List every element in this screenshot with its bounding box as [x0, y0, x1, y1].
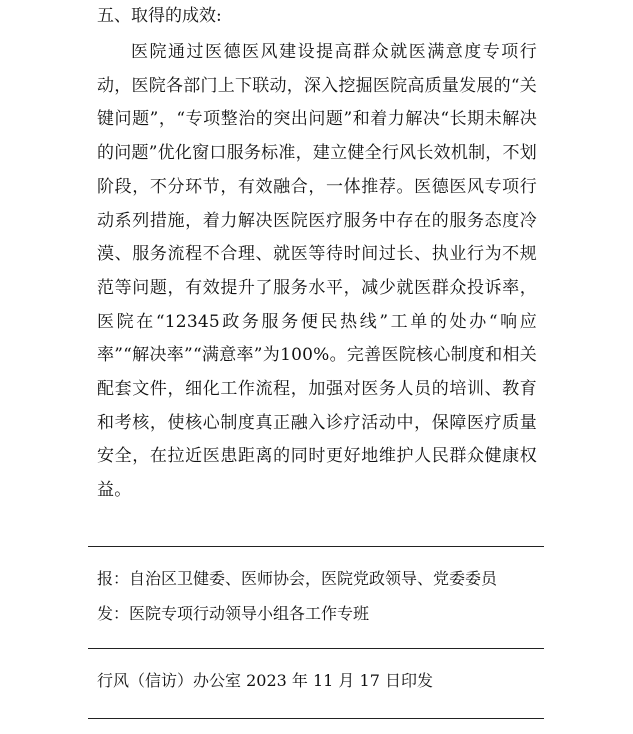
- divider-bottom: [88, 718, 544, 719]
- divider-middle: [88, 648, 544, 649]
- report-to-line: 报：自治区卫健委、医师协会，医院党政领导、党委委员: [97, 569, 498, 588]
- print-info-line: 行风（信访）办公室 2023 年 11 月 17 日印发: [97, 671, 433, 690]
- divider-top: [88, 546, 544, 547]
- issue-to-line: 发：医院专项行动领导小组各工作专班: [97, 604, 370, 623]
- section-heading: 五、取得的成效:: [97, 6, 222, 26]
- body-paragraph: 医院通过医德医风建设提高群众就医满意度专项行动，医院各部门上下联动，深入挖掘医院高质量发展的“关键问题”，“专项整治的突出问题”和着力解决“长期未解决的问题”优化窗口服务标准，建立健全行风长效机制，不划阶段，不分环节，有效融合，一体推荐。医德医风专项行动系列措施，着力解决医院医疗服务中存在的服务态度冷漠、服务流程不合理、就医等待时间过长、执业行为不规范等问题，有效提升了服务水平，减少就医群众投诉率，医院在“12345政务服务便民热线”工单的处办“响应率”“解决率”“满意率”为100%。完善医院核心制度和相关配套文件，细化工作流程，加强对医务人员的培训、教育和考核，使核心制度真正融入诊疗活动中，保障医疗质量安全，在拉近医患距离的同时更好地维护人民群众健康权益。: [97, 42, 537, 501]
